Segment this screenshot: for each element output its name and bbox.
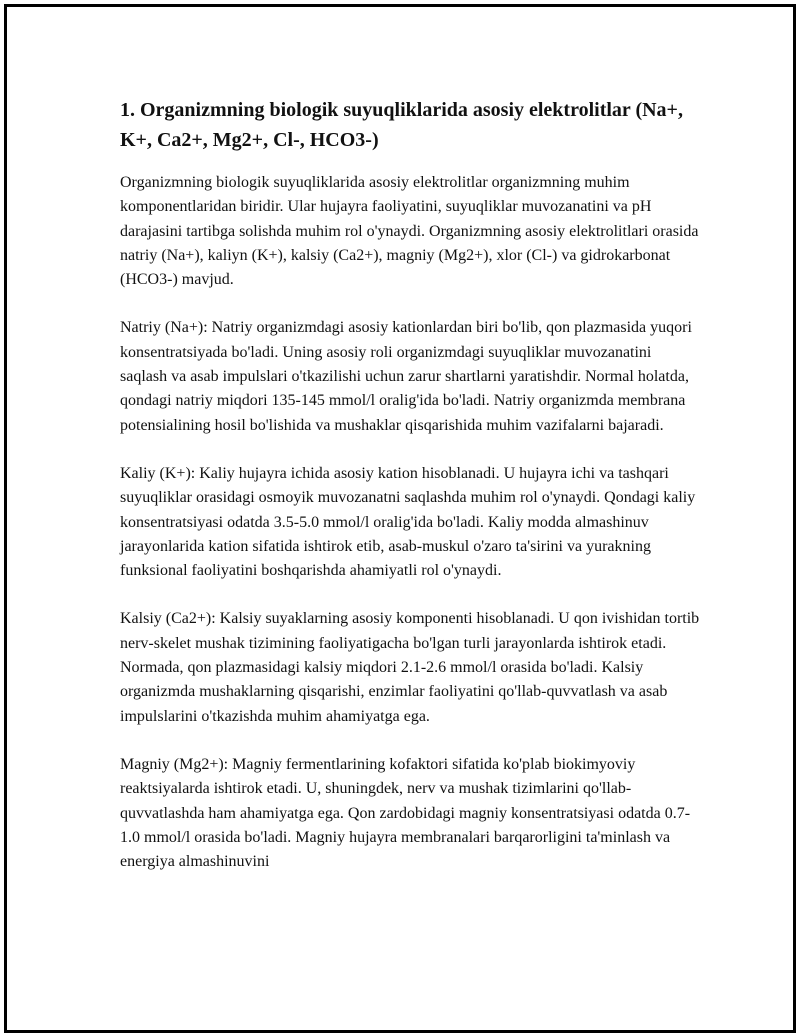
section-heading: 1. Organizmning biologik suyuqliklarida asosiy elektrolitlar (Na+, K+, Ca2+, Mg2+, Cl-, HCO3-): [120, 99, 683, 151]
paragraph-sodium: Natriy (Na+): Natriy organizmdagi asosiy kationlardan biri bo'lib, qon plazmasida yuqori konsentratsiyada bo'ladi. Uning asosiy roli organizmdagi suyuqliklar muvozanatini saqlash va asab impulslari o'tkazilishi uchun zarur shartlarni yaratishdir. Normal holatda, qondagi natriy miqdori 135-145 mmol/l oralig'ida bo'ladi. Natriy organizmda membrana potensialining hosil bo'lishida va mushaklar qisqarishida muhim vazifalarni bajaradi.: [120, 319, 692, 434]
document-page: [4, 4, 796, 1033]
document-body: [120, 95, 700, 898]
paragraph-potassium: Kaliy (K+): Kaliy hujayra ichida asosiy kation hisoblanadi. U hujayra ichi va tashqari suyuqliklar orasidagi osmoyik muvozanatni saqlashda muhim rol o'ynaydi. Qondagi kaliy konsentratsiyasi odatda 3.5-5.0 mmol/l oralig'ida bo'ladi. Kaliy modda almashinuv jarayonlarida kation sifatida ishtirok etib, asab-muskul o'zaro ta'sirini va yurakning funksional faoliyatini boshqarishda ahamiyatli rol o'ynaydi.: [120, 464, 696, 580]
paragraph-calcium: Kalsiy (Ca2+): Kalsiy suyaklarning asosiy komponenti hisoblanadi. U qon ivishidan tortib nerv-skelet mushak tizimining faoliyatigacha bo'lgan turli jarayonlarda ishtirok etadi. Normada, qon plazmasidagi kalsiy miqdori 2.1-2.6 mmol/l orasida bo'ladi. Kalsiy organizmda mushaklarning qisqarishi, enzimlar faoliyatini qo'llab-quvvatlash va asab impulslarini o'tkazishda muhim ahamiyatga ega.: [120, 610, 700, 725]
paragraph-intro: Organizmning biologik suyuqliklarida asosiy elektrolitlar organizmning muhim komponentlaridan biridir. Ular hujayra faoliyatini, suyuqliklar muvozanatini va pH darajasini tartibga solishda muhim rol o'ynaydi. Organizmning asosiy elektrolitlari orasida natriy (Na+), kaliyn (K+), kalsiy (Ca2+), magniy (Mg2+), xlor (Cl-) va gidrokarbonat (HCO3-) mavjud.: [120, 174, 699, 289]
paragraph-magnesium: Magniy (Mg2+): Magniy fermentlarining kofaktori sifatida ko'plab biokimyoviy reaktsiyalarda ishtirok etadi. U, shuningdek, nerv va mushak tizimlarini qo'llab-quvvatlashda ham ahamiyatga ega. Qon zardobidagi magniy konsentratsiyasi odatda 0.7-1.0 mmol/l orasida bo'ladi. Magniy hujayra membranalari barqarorligini ta'minlash va energiya almashinuvini: [120, 755, 691, 871]
